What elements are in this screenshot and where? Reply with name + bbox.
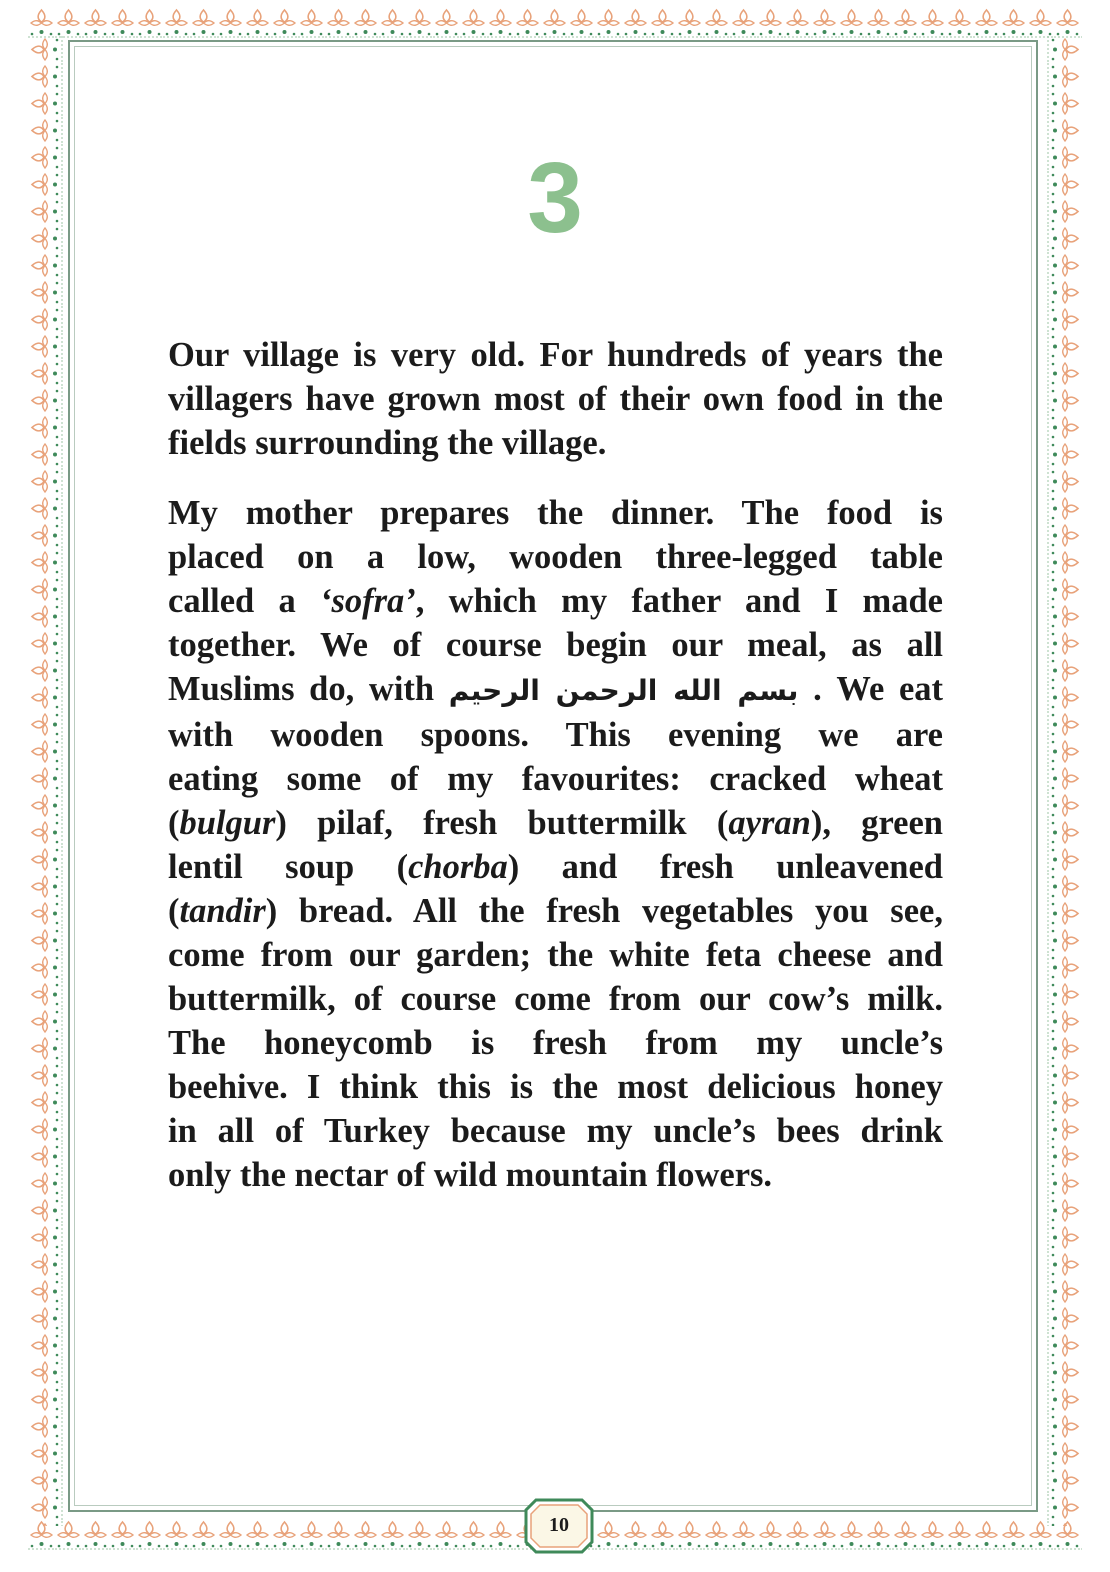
text-run: ) pilaf, fresh buttermilk ( — [275, 804, 729, 842]
italic-term-ayran: ayran — [728, 804, 811, 842]
italic-term-bulgur: bulgur — [179, 804, 276, 842]
page-number-badge — [522, 1496, 596, 1556]
text-run: ) bread. All the fresh vegetables you see, — [265, 892, 943, 930]
text-run: Muslims do, with — [168, 670, 449, 708]
paragraph-line: only the nectar of wild mountain flowers. — [168, 1156, 773, 1194]
text-run: called a — [168, 582, 320, 620]
italic-term-chorba: chorba — [408, 848, 508, 886]
text-run: ), green — [810, 804, 943, 842]
paragraph-line — [168, 667, 943, 713]
ornamental-border-top — [28, 6, 1082, 40]
paragraph-line: placed on a low, wooden three-legged table — [168, 538, 943, 576]
text-run: . We eat — [798, 670, 943, 708]
paragraph-line: come from our garden; the white feta cheese and — [168, 936, 943, 974]
ornamental-border-left — [26, 36, 66, 1526]
text-run: ( — [168, 892, 180, 930]
paragraph-line — [168, 801, 943, 845]
paragraph-line — [168, 579, 943, 623]
paragraph-line: in all of Turkey because my uncle’s bees drink — [168, 1112, 943, 1150]
italic-term-tandir: tandir — [179, 892, 266, 930]
paragraph-2 — [168, 491, 943, 1197]
paragraph-line: beehive. I think this is the most delicious honey — [168, 1068, 943, 1106]
text-run: ) and fresh unleavened — [507, 848, 943, 886]
ornamental-border-right — [1044, 36, 1084, 1526]
text-run: lentil soup ( — [168, 848, 409, 886]
italic-term-sofra: ‘sofra’ — [319, 582, 416, 620]
paragraph-line — [168, 845, 943, 889]
text-run: ( — [168, 804, 180, 842]
text-run: , which my father and I made — [415, 582, 943, 620]
paragraph-line: My mother prepares the dinner. The food is — [168, 494, 943, 532]
paragraph-line: together. We of course begin our meal, as all — [168, 626, 943, 664]
paragraph-line: buttermilk, of course come from our cow’s milk. — [168, 980, 943, 1018]
paragraph-line: with wooden spoons. This evening we are — [168, 716, 943, 754]
arabic-basmala: بسم الله الرحمن الرحيم — [448, 674, 799, 707]
page-number: 10 — [549, 1514, 569, 1536]
paragraph-line: villagers have grown most of their own food in the — [168, 380, 943, 418]
paragraph-line: The honeycomb is fresh from my uncle’s — [168, 1024, 943, 1062]
paragraph-line — [168, 889, 943, 933]
paragraph-line: fields surrounding the village. — [168, 424, 607, 462]
paragraph-line: eating some of my favourites: cracked wheat — [168, 760, 943, 798]
paragraph-1 — [168, 333, 943, 465]
chapter-number: 3 — [527, 142, 583, 254]
paragraph-line: Our village is very old. For hundreds of years the — [168, 336, 943, 374]
